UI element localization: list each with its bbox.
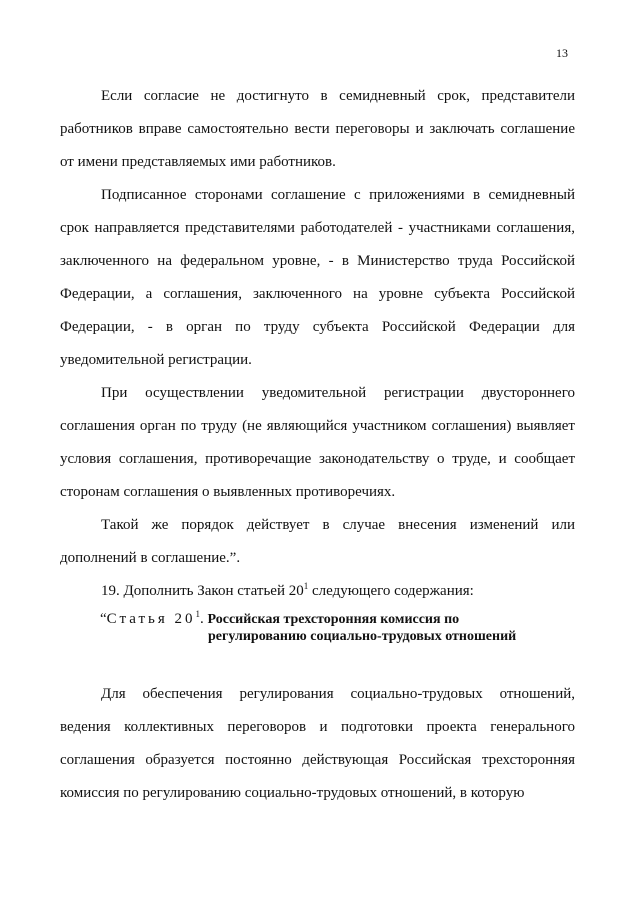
amendment-text-after: следующего содержания: (308, 583, 474, 599)
article-open-quote: “ (100, 611, 107, 627)
paragraph-4: Такой же порядок действует в случае внесения изменений или дополнений в соглашение.”. (60, 517, 575, 566)
article-label: Статья 20 (106, 611, 196, 627)
amendment-paragraph (60, 575, 575, 608)
article-dot: . (200, 611, 204, 627)
amendment-text-before: 19. Дополнить Закон статьей 20 (101, 583, 304, 599)
article-title-line-1: Российская трехсторонняя комиссия по (207, 612, 460, 627)
paragraph-2: Подписанное сторонами соглашение с приложениями в семидневный срок направляется представителями работодателей - участниками соглашения, заключенного на федеральном уровне, - в Министерство труда Российской Федерации, а соглашения, заключенного на уровне субъекта Российской Федерации, - в орган по труду субъекта Российской Федерации для уведомительной регистрации. (60, 187, 575, 368)
paragraph-3: При осуществлении уведомительной регистрации двустороннего соглашения орган по труду (не являющийся участником соглашения) выявляет условия соглашения, противоречащие законодательству о труде, и сообщает сторонам соглашения о выявленных противоречиях. (60, 385, 575, 500)
article-heading (60, 611, 575, 645)
page-number: 13 (556, 46, 568, 60)
amendment-superscript: 1 (303, 581, 309, 591)
document-body (60, 80, 575, 810)
article-title-line-2: регулированию социально-трудовых отношений (208, 629, 517, 644)
article-superscript: 1 (195, 609, 201, 619)
final-paragraph: Для обеспечения регулирования социально-трудовых отношений, ведения коллективных переговоров и подготовки проекта генерального соглашения образуется постоянно действующая Российская трехсторонняя комиссия по регулированию социально-трудовых отношений, в которую (60, 686, 575, 801)
paragraph-1: Если согласие не достигнуто в семидневный срок, представители работников вправе самостоятельно вести переговоры и заключать соглашение от имени представляемых ими работников. (60, 88, 575, 170)
